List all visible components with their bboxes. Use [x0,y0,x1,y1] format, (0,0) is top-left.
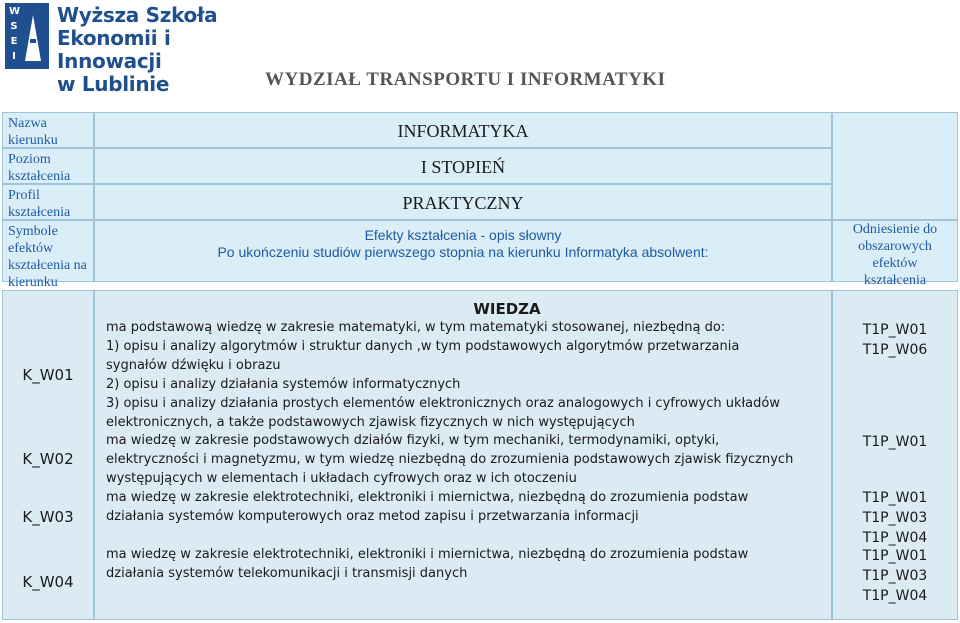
section-title: WIEDZA [473,300,541,318]
logo-letter: E [10,36,18,47]
program-level: I STOPIEŃ [94,148,832,184]
empty-cell [832,112,958,220]
faculty-title: WYDZIAŁ TRANSPORTU I INFORMATYKI [265,69,666,90]
logo-letter: I [12,51,16,62]
outcome-description: ma podstawową wiedzę w zakresie matematyki, w tym matematyki stosowanej, niezbędną do: 1) opisu i analizy algorytmów i struktur danych ,w tym podstawowych algorytmów przetwarzania sygnałów dźwięku i obrazu 2) opisu i analizy działania systemów informatycznych 3) opisu i analizy działania prostych elementów elektronicznych oraz analogowych i cyfrowych układów elektronicznych, a także podstawowych zjawisk fizycznych w nich występujących [106,320,780,430]
outcome-code: K_W04 [22,573,74,591]
logo-wordmark [57,4,255,96]
logo-emblem [5,3,49,69]
outcome-code: K_W01 [22,366,74,384]
label-program-name: Nazwa kierunku [2,112,94,148]
logo-line: Ekonomii i Innowacji [57,26,171,73]
logo-letter: W [9,6,21,17]
logo-letter: S [10,21,18,32]
program-header [2,112,958,290]
subtitle-line: Efekty kształcenia - opis słowny [364,227,562,243]
outcome-description: ma wiedzę w zakresie elektrotechniki, elektroniki i miernictwa, niezbędną do zrozumienia podstaw działania systemów komputerowych oraz metod zapisu i przetwarzania informacji [106,490,749,524]
outcome-references: T1P_W01 T1P_W03 T1P_W04 [862,490,928,546]
logo-line: Wyższa Szkoła [57,3,218,27]
label-outcome-symbols: Symbole efektów kształcenia na kierunku [2,220,94,282]
outcome-references: T1P_W01 T1P_W03 T1P_W04 [862,548,928,604]
program-profile: PRAKTYCZNY [94,184,832,220]
outcome-description: ma wiedzę w zakresie elektrotechniki, elektroniki i miernictwa, niezbędną do zrozumienia podstaw działania systemów telekomunikacji i transmisji danych [106,547,749,581]
subtitle-line: Po ukończeniu studiów pierwszego stopnia na kierunku Informatyka absolwent: [217,244,709,260]
label-profile: Profil kształcenia [2,184,94,220]
program-name: INFORMATYKA [94,112,832,148]
tower-icon [19,13,47,63]
logo-line: w Lublinie [57,72,170,96]
outcomes-subtitle [94,220,832,282]
label-level: Poziom kształcenia [2,148,94,184]
outcome-code: K_W02 [22,450,74,468]
reference-header: Odniesienie do obszarowych efektów kształcenia [832,220,958,282]
outcome-code: K_W03 [22,508,74,526]
outcome-references: T1P_W01 [862,434,928,450]
outcome-description: ma wiedzę w zakresie podstawowych działów fizyki, w tym mechaniki, termodynamiki, optyki, elektryczności i magnetyzmu, w tym wiedzę niezbędną do zrozumienia podstawowych zjawisk fizycznych występujących w elementach i układach cyfrowych oraz w ich otoczeniu [106,433,794,486]
outcome-references: T1P_W01 T1P_W06 [862,322,928,358]
university-logo [5,3,255,96]
